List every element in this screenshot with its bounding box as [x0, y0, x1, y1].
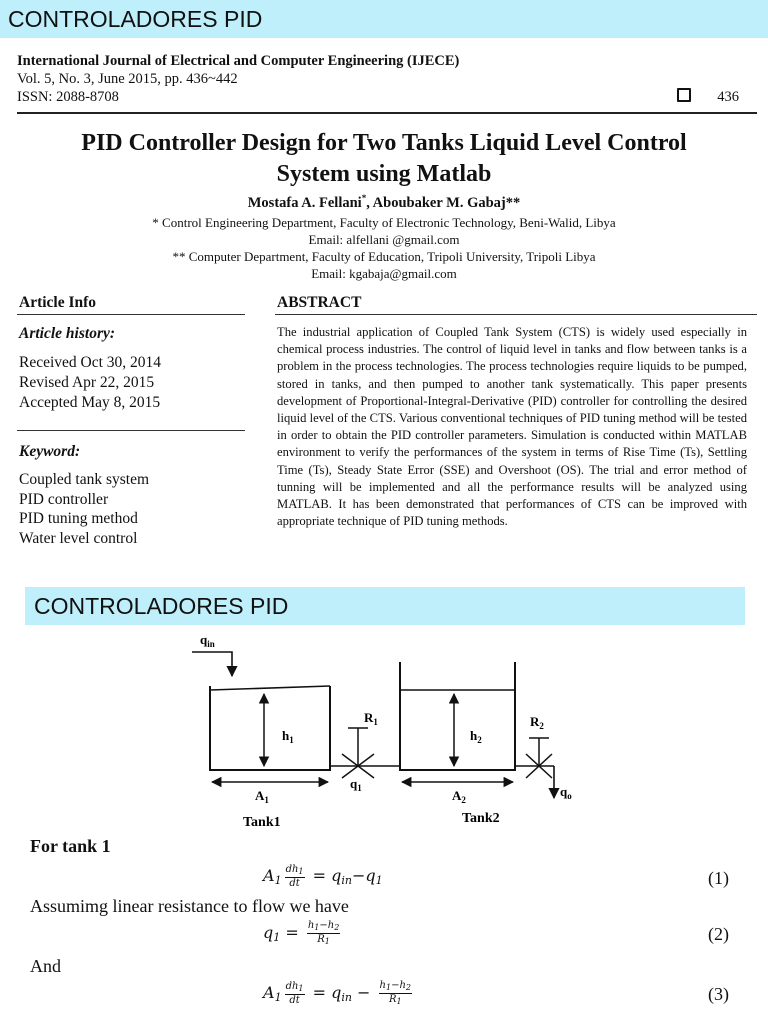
list-item: Revised Apr 22, 2015 — [19, 374, 155, 391]
abstract-rule — [275, 314, 757, 315]
abstract-heading: ABSTRACT — [277, 294, 362, 311]
h1-label: $h_1$ — [282, 728, 294, 745]
list-item: Coupled tank system — [19, 471, 150, 488]
coupled-tank-diagram — [180, 628, 600, 828]
tank1-level — [210, 686, 330, 690]
qo-label: $q_o$ — [560, 784, 572, 801]
email-1: Email: alfellani @gmail.com — [308, 232, 460, 247]
header-rule — [17, 112, 757, 114]
qin-label: $q_{in}$ — [200, 632, 215, 649]
square-icon — [677, 88, 691, 102]
equation-number-3: (3) — [708, 984, 729, 1004]
article-info-rule — [17, 314, 245, 315]
tank1-outline — [210, 686, 330, 770]
article-info-heading: Article Info — [19, 294, 97, 311]
email-2: Email: kgabaja@gmail.com — [311, 266, 457, 281]
abstract-text: The industrial application of Coupled Tank System (CTS) is widely used especially in chemical process industries. The control of liquid level in tanks and flow between tanks is a problem in the process technologies. The process technologies require liquids to be pumped, stored in tanks, and then pumped to another tank systematically. This paper presents development of Proportional-Integral-Derivative (PID) controller for controlling the desired liquid level of the CTS. Various conventional techniques of PID tuning method will be tested in order to obtain the PID controller parameters. Simulation is conducted within MATLAB environment to verify the performances of the system in terms of Rise Time (Ts), Settling Time (Ts), Steady State Error (SSE) and Overshoot (OS). The trial and error method of tunning will be implemented and all the performance results will be analyzed using MATLAB. It has been demonstrated that performances of CTS can be improved with appropriate technique of PID tuning methods. — [277, 325, 747, 529]
list-item: Water level control — [19, 529, 138, 547]
r1-label: $R_1$ — [364, 710, 378, 727]
equations-section — [0, 830, 768, 1024]
equation-number-1: (1) — [708, 868, 729, 888]
keyword-rule — [17, 430, 245, 431]
tank2-label: Tank2 — [462, 811, 500, 826]
assuming-text: Assumimg linear resistance to flow we have — [30, 896, 349, 916]
tank1-label: Tank1 — [243, 815, 281, 828]
equation-3: $A_1$ $\frac{dh_1}{dt}$ = $q_{in}$ − $\frac{h_1-h_2}{R_1}$ — [263, 980, 411, 1006]
journal-issn: ISSN: 2088-8708 — [17, 89, 119, 105]
list-item: PID tuning method — [19, 510, 138, 527]
r2-label: $R_2$ — [530, 714, 544, 731]
affiliation-2: ** Computer Department, Faculty of Education, Tripoli University, Tripoli Libya — [172, 249, 596, 264]
affiliation-1: * Control Engineering Department, Faculty of Electronic Technology, Beni-Walid, Libya — [152, 215, 616, 230]
page-number: 436 — [677, 88, 739, 106]
article-history-title: Article history: — [19, 325, 116, 342]
for-tank-heading: For tank 1 — [30, 836, 111, 856]
equation-number-2: (2) — [708, 924, 729, 944]
and-text: And — [30, 956, 61, 976]
inflow-arrow — [192, 652, 232, 676]
keyword-title: Keyword: — [19, 443, 81, 460]
h2-label: $h_2$ — [470, 728, 482, 745]
list-item: Received Oct 30, 2014 — [19, 354, 162, 371]
tank2-outline — [400, 662, 515, 770]
a2-label: $A_2$ — [452, 788, 466, 805]
q1-label: $q_1$ — [350, 776, 362, 793]
list-item: Accepted May 8, 2015 — [19, 394, 161, 411]
equation-1: $A_1$ $\frac{dh_1}{dt}$ = $q_{in}-q_1$ — [263, 864, 383, 889]
a1-label: $A_1$ — [255, 788, 269, 805]
article-history-list — [19, 353, 161, 413]
authors: Mostafa A. Fellani*, Aboubaker M. Gabaj** — [247, 193, 521, 211]
section-banner: CONTROLADORES PID — [25, 587, 745, 625]
journal-name: International Journal of Electrical and Computer Engineering (IJECE) — [17, 53, 460, 69]
equation-2: $q_1$ = $\frac{h_1-h_2}{R_1}$ — [263, 920, 340, 946]
journal-header — [17, 52, 747, 106]
header-banner: CONTROLADORES PID — [0, 0, 768, 38]
keyword-list — [19, 470, 149, 548]
journal-volume: Vol. 5, No. 3, June 2015, pp. 436~442 — [17, 71, 238, 87]
paper-title: PID Controller Design for Two Tanks Liquid Level Control System using Matlab — [81, 130, 687, 187]
list-item: PID controller — [19, 490, 109, 508]
